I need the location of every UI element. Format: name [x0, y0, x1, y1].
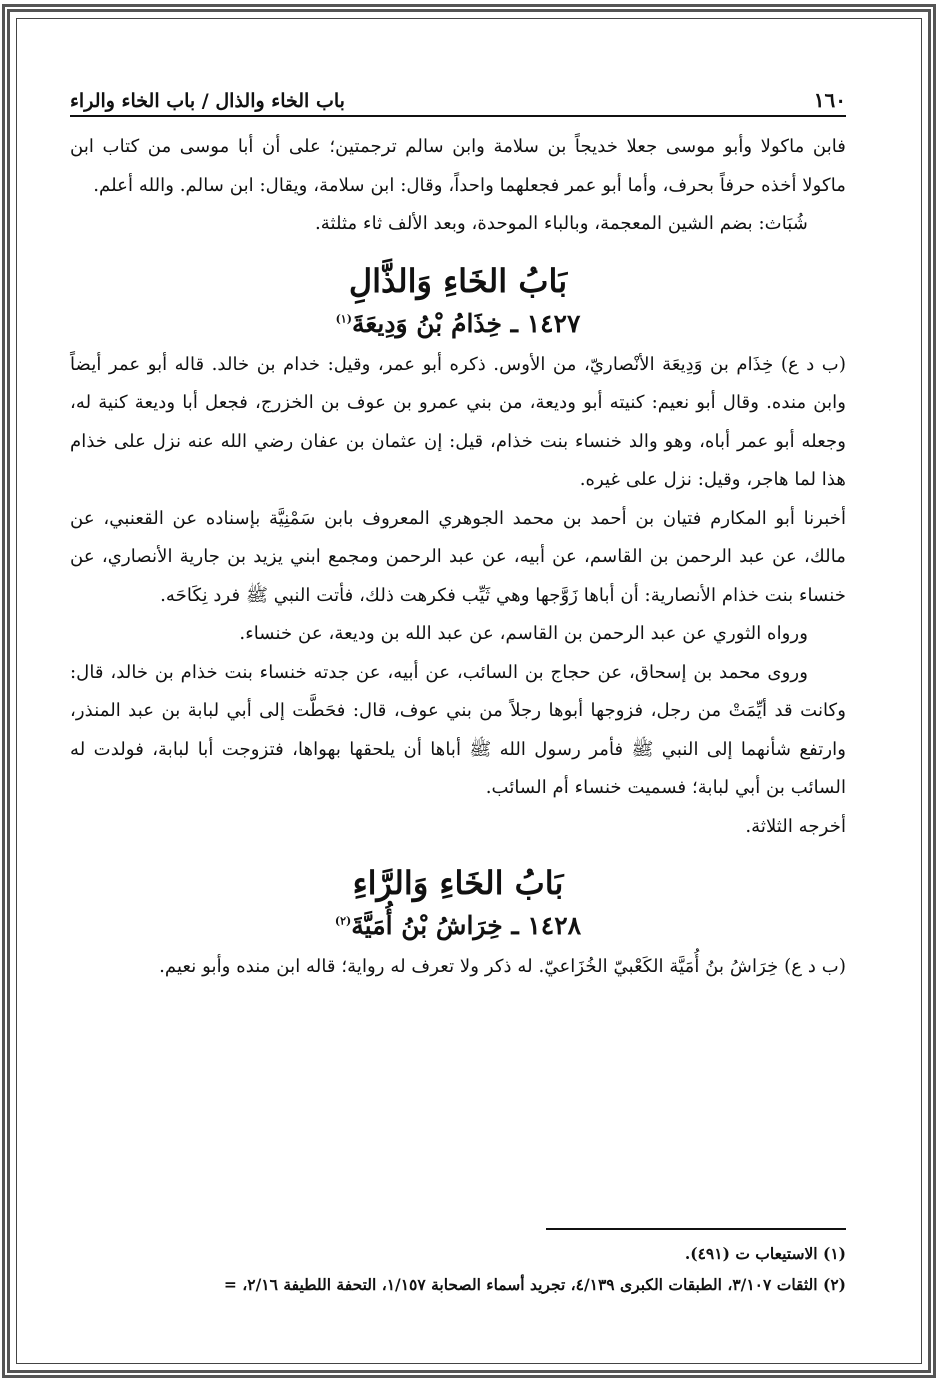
entry-title-1427 — [70, 304, 846, 344]
intro-paragraph: فابن ماكولا وأبو موسى جعلا خديجاً بن سلامة وابن سالم ترجمتين؛ على أن أبا موسى من كتاب ابن ماكولا أخذه حرفاً بحرف، وأما أبو عمر فجعلهما واحداً، وقال: ابن سلامة، ويقال: ابن سالم. والله أعلم. — [70, 136, 846, 196]
footnote-1: (١) الاستيعاب ت (٤٩١). — [684, 1244, 846, 1263]
entry-closing: أخرجه الثلاثة. — [745, 815, 846, 837]
entry-paragraph: ورواه الثوري عن عبد الرحمن بن القاسم، عن عبد الله بن وديعة، عن خنساء. — [239, 623, 808, 644]
footnote-ref-1: (١) — [335, 312, 352, 326]
page-number: ١٦٠ — [813, 88, 846, 112]
entry-paragraph: وروى محمد بن إسحاق، عن حجاج بن السائب، عن أبيه، عن جدته خنساء بنت خذام بن خالد، قال: وكانت قد أيِّمَتْ من رجل، فزوجها أبوها رجلاً من بني عوف، قال: فحَطَّت إلى أبي لبابة بن عبد المنذر، وارتفع شأنهما إلى النبي ﷺ فأمر رسول الله ﷺ أباها أن يلحقها بهواها، فتزوجت أبا لبابة، فولدت له السائب بن أبي لبابة؛ فسميت خنساء أم السائب. — [70, 661, 846, 798]
entry-paragraph: أخبرنا أبو المكارم فتيان بن أحمد بن محمد الجوهري المعروف بابن سَمْنِيَّة بإسناده عن القعنبي، عن مالك، عن عبد الرحمن بن القاسم، عن أبيه، عن عبد الرحمن ومجمع ابني يزيد بن جارية الأنصاري، عن خنساء بنت خذام الأنصارية: أن أباها زَوَّجها وهي ثَيِّب فكرهت ذلك، فأتت النبي ﷺ فرد نِكَاحَه. — [70, 507, 846, 606]
entry-title-1428 — [70, 906, 846, 946]
footnote-divider — [546, 1228, 846, 1230]
book-page — [70, 78, 846, 1318]
footnotes — [70, 1228, 846, 1300]
entry-name: ١٤٢٨ ـ خِرَاشُ بْنُ أُمَيَّةَ — [351, 911, 582, 940]
entry-name: ١٤٢٧ ـ خِذَامُ بْنُ وَدِيعَةَ — [351, 308, 581, 338]
footnote-2: (٢) الثقات ٣/١٠٧، الطبقات الكبرى ٤/١٣٩، تجريد أسماء الصحابة ١/١٥٧، التحفة اللطيفة ٢/١٦، = — [223, 1275, 846, 1294]
entry-paragraph: (ب د ع) خِذَام بن وَدِيعَة الأنْصاريّ، من الأوس. ذكره أبو عمر، وقيل: خدام بن خالد. قاله أبو عمر أيضاً وابن منده. وقال أبو نعيم: كنيته أبو وديعة، من بني عمرو بن عوف بن الخزرج، فجعل أبا وديعة كنية له، وجعله أبو عمر أباه، وهو والد خنساء بنت خذام، قيل: إن عثمان بن عفان رضي الله عنه نزل على خذام هذا لما هاجر، وقيل: نزل على غيره. — [70, 353, 846, 490]
intro-note: شُبَاث: بضم الشين المعجمة، وبالباء الموحدة، وبعد الألف ثاء مثلثة. — [315, 213, 808, 234]
section-title-kha-ra: بَابُ الخَاءِ وَالرَّاءِ — [352, 864, 564, 902]
entry-paragraph: (ب د ع) خِرَاشُ بنُ أُمَيَّة الكَعْبيّ الخُزَاعيّ. له ذكر ولا تعرف له رواية؛ قاله ابن منده وأبو نعيم. — [159, 956, 846, 977]
main-text — [70, 128, 846, 987]
running-title: باب الخاء والذال / باب الخاء والراء — [70, 90, 345, 112]
running-header — [70, 78, 846, 117]
section-title-kha-dhal: بَابُ الخَاءِ وَالذَّالِ — [348, 261, 568, 300]
footnote-ref-2: (٢) — [334, 914, 352, 928]
